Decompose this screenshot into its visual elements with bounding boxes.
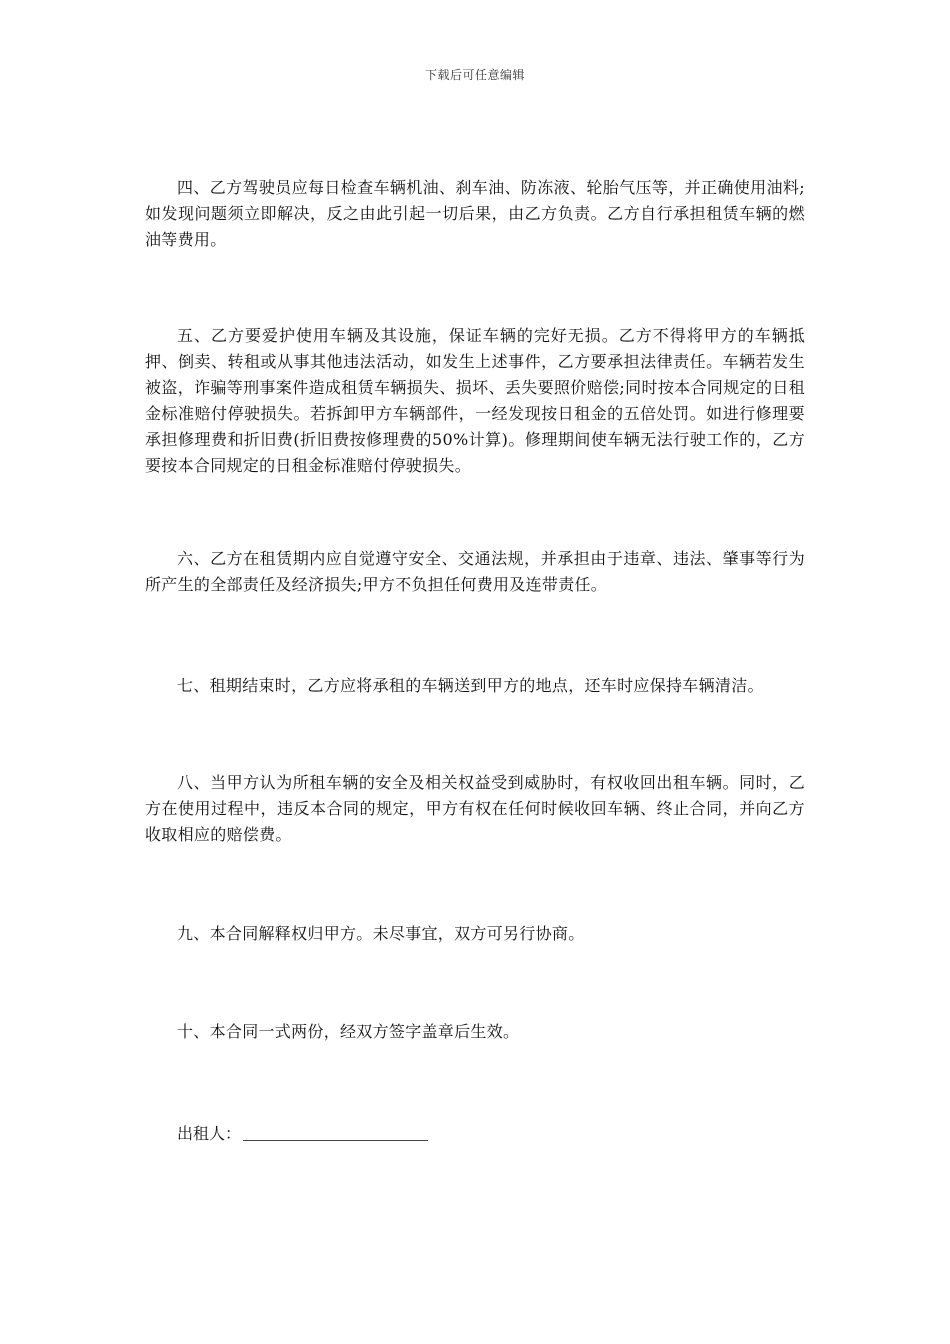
clause-6: 六、乙方在租赁期内应自觉遵守安全、交通法规，并承担由于违章、违法、肇事等行为所产生的全部责任及经济损失;甲方不负担任何费用及连带责任。 — [145, 549, 805, 594]
clause-8: 八、当甲方认为所租车辆的安全及相关权益受到威胁时，有权收回出租车辆。同时，乙方在使用过程中，违反本合同的规定，甲方有权在任何时候收回车辆、终止合同，并向乙方收取相应的赔偿费。 — [145, 773, 805, 844]
header-note: 下载后可任意编辑 — [424, 68, 525, 82]
clause-9: 九、本合同解释权归甲方。未尽事宜，双方可另行协商。 — [177, 924, 585, 943]
clause-7: 七、租期结束时，乙方应将承租的车辆送到甲方的地点，还车时应保持车辆清洁。 — [177, 676, 764, 695]
clause-10: 十、本合同一式两份，经双方签字盖章后生效。 — [177, 1022, 520, 1041]
lessor-signature — [177, 1121, 428, 1147]
clause-5: 五、乙方要爱护使用车辆及其设施，保证车辆的完好无损。乙方不得将甲方的车辆抵押、倒卖、转租或从事其他违法活动，如发生上述事件，乙方要承担法律责任。车辆若发生被盗，诈骗等刑事案件造成租赁车辆损失、损坏、丢失要照价赔偿;同时按本合同规定的日租金标准赔付停驶损失。若拆卸甲方车辆部件，一经发现按日租金的五倍处罚。如进行修理要承担修理费和折旧费(折旧费按修理费的50%计算)。修理期间使车辆无法行驶工作的，乙方要按本合同规定的日租金标准赔付停驶损失。 — [145, 326, 805, 475]
lessor-label: 出租人： — [177, 1124, 242, 1143]
lessor-signature-line — [243, 1122, 428, 1141]
clause-4: 四、乙方驾驶员应每日检查车辆机油、刹车油、防冻液、轮胎气压等，并正确使用油料;如发现问题须立即解决，反之由此引起一切后果，由乙方负责。乙方自行承担租赁车辆的燃油等费用。 — [145, 178, 805, 249]
